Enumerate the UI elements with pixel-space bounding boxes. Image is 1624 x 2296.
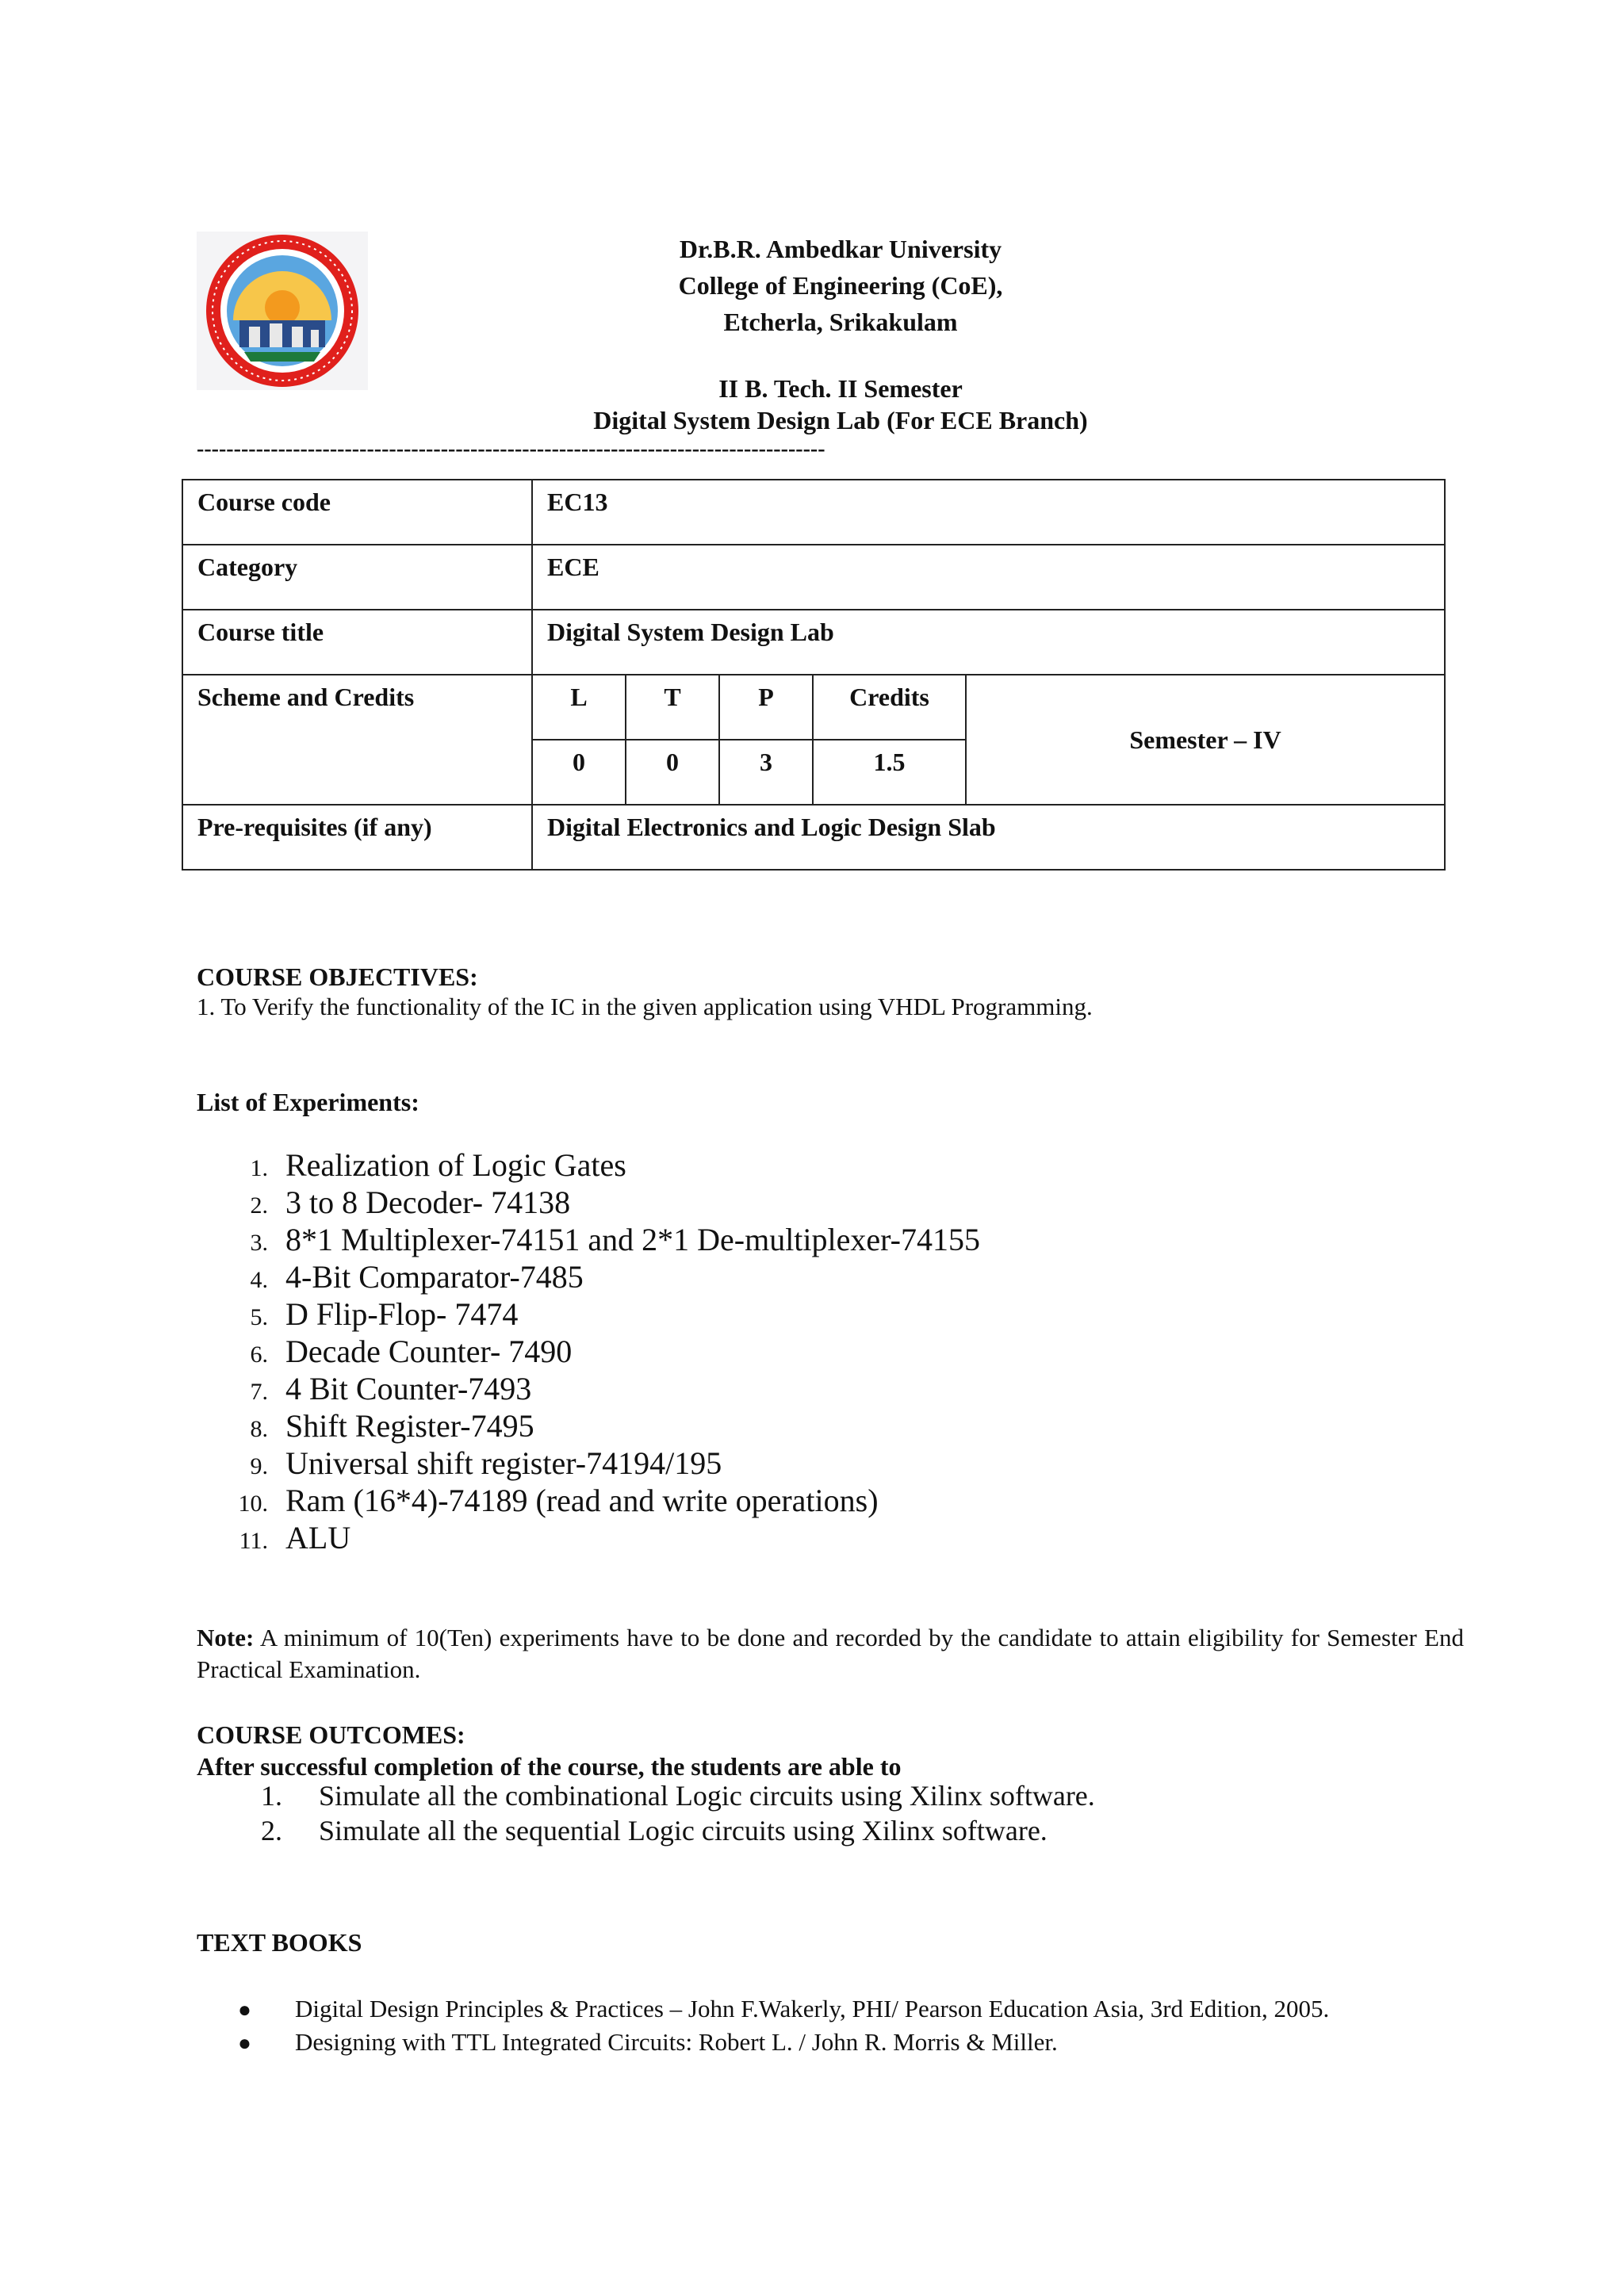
list-item-number: 2. (261, 1815, 282, 1846)
list-item-number: 11. (239, 1528, 268, 1554)
list-item (197, 1146, 980, 1184)
list-item-number: 3. (250, 1230, 268, 1256)
college-name: College of Engineering (CoE), (678, 271, 1003, 300)
list-item-text: Digital Design Principles & Practices – John F.Wakerly, PHI/ Pearson Education Asia, 3rd Edition, 2005. (295, 1995, 1330, 2022)
list-item-number: 1. (261, 1780, 282, 1812)
note-text: A minimum of 10(Ten) experiments have to be done and recorded by the candidate to attain eligibility for Semester End Practical Examination. (197, 1624, 1464, 1683)
objective-item: 1. To Verify the functionality of the IC in the given application using VHDL Programming. (197, 993, 1093, 1020)
course-code-label: Course code (182, 480, 532, 545)
category-label: Category (182, 545, 532, 610)
list-item (197, 1333, 980, 1370)
textbooks-list (238, 1995, 1329, 2061)
list-item (197, 1370, 980, 1407)
category-value: ECE (532, 545, 1445, 610)
list-item-text: Shift Register-7495 (285, 1408, 534, 1444)
scheme-value-l: 0 (532, 740, 626, 805)
scheme-value-t: 0 (626, 740, 719, 805)
university-logo (197, 232, 368, 390)
list-item-text: ALU (285, 1520, 351, 1556)
list-item-text: Simulate all the combinational Logic circuits using Xilinx software. (319, 1780, 1095, 1812)
list-item-text: Decade Counter- 7490 (285, 1334, 573, 1369)
table-row (182, 545, 1445, 610)
list-item (197, 1221, 980, 1258)
list-item-number: 2. (250, 1192, 268, 1219)
bullet-icon: ● (238, 1998, 251, 2022)
list-item-text: 4-Bit Comparator-7485 (285, 1259, 584, 1295)
list-item-text: D Flip-Flop- 7474 (285, 1296, 519, 1332)
university-seal-icon (197, 232, 368, 390)
college-location: Etcherla, Srikakulam (723, 308, 958, 336)
list-item-text: Universal shift register-74194/195 (285, 1445, 722, 1481)
list-item-number: 5. (250, 1304, 268, 1330)
prereq-value: Digital Electronics and Logic Design Slab (532, 805, 1445, 870)
table-row (182, 610, 1445, 675)
list-item-text: 8*1 Multiplexer-74151 and 2*1 De-multiplexer-74155 (285, 1222, 980, 1257)
outcomes-heading: COURSE OUTCOMES: (197, 1720, 465, 1749)
scheme-header-p: P (719, 675, 813, 740)
outcomes-subheading: After successful completion of the course, the students are able to (197, 1752, 902, 1781)
bullet-icon: ● (238, 2031, 251, 2056)
scheme-value-credits: 1.5 (813, 740, 966, 805)
list-item-number: 1. (250, 1155, 268, 1181)
course-line: Digital System Design Lab (For ECE Branch) (593, 406, 1088, 434)
list-item-number: 4. (250, 1267, 268, 1293)
list-item-text: 3 to 8 Decoder- 74138 (285, 1184, 571, 1220)
scheme-header-t: T (626, 675, 719, 740)
header-separator: ------------------------------------------------------------------------------------- (197, 438, 825, 461)
list-item (238, 2028, 1329, 2061)
experiments-heading: List of Experiments: (197, 1088, 419, 1116)
list-item-text: Designing with TTL Integrated Circuits: Robert L. / John R. Morris & Miller. (295, 2028, 1058, 2056)
list-item (197, 1445, 980, 1482)
textbooks-heading: TEXT BOOKS (197, 1928, 362, 1957)
semester-cell: Semester – IV (966, 675, 1445, 805)
list-item-text: Simulate all the sequential Logic circuits using Xilinx software. (319, 1815, 1048, 1846)
list-item (197, 1519, 980, 1556)
course-title-value: Digital System Design Lab (532, 610, 1445, 675)
list-item (238, 1814, 1095, 1849)
table-row (182, 675, 1445, 740)
table-row (182, 480, 1445, 545)
university-name: Dr.B.R. Ambedkar University (679, 235, 1002, 263)
list-item (197, 1258, 980, 1295)
course-details-table (182, 479, 1446, 871)
note-paragraph (197, 1622, 1464, 1686)
list-item (197, 1482, 980, 1519)
list-item-number: 7. (250, 1379, 268, 1405)
objectives-heading: COURSE OBJECTIVES: (197, 962, 478, 991)
list-item (197, 1295, 980, 1333)
scheme-header-credits: Credits (813, 675, 966, 740)
course-title-label: Course title (182, 610, 532, 675)
list-item (197, 1184, 980, 1221)
list-item-text: 4 Bit Counter-7493 (285, 1371, 532, 1406)
list-item-number: 8. (250, 1416, 268, 1442)
semester-line: II B. Tech. II Semester (718, 374, 963, 403)
scheme-value-p: 3 (719, 740, 813, 805)
list-item-number: 10. (238, 1490, 268, 1517)
list-item (238, 1995, 1329, 2028)
list-item-text: Ram (16*4)-74189 (read and write operations) (285, 1483, 879, 1518)
prereq-label: Pre-requisites (if any) (182, 805, 532, 870)
outcomes-list (238, 1779, 1095, 1849)
list-item (238, 1779, 1095, 1814)
list-item-number: 6. (250, 1341, 268, 1368)
note-label: Note: (197, 1624, 255, 1651)
table-row (182, 805, 1445, 870)
list-item (197, 1407, 980, 1445)
scheme-header-l: L (532, 675, 626, 740)
list-item-text: Realization of Logic Gates (285, 1147, 626, 1183)
scheme-label: Scheme and Credits (182, 675, 532, 805)
experiments-list (197, 1146, 980, 1556)
list-item-number: 9. (250, 1453, 268, 1479)
course-code-value: EC13 (532, 480, 1445, 545)
